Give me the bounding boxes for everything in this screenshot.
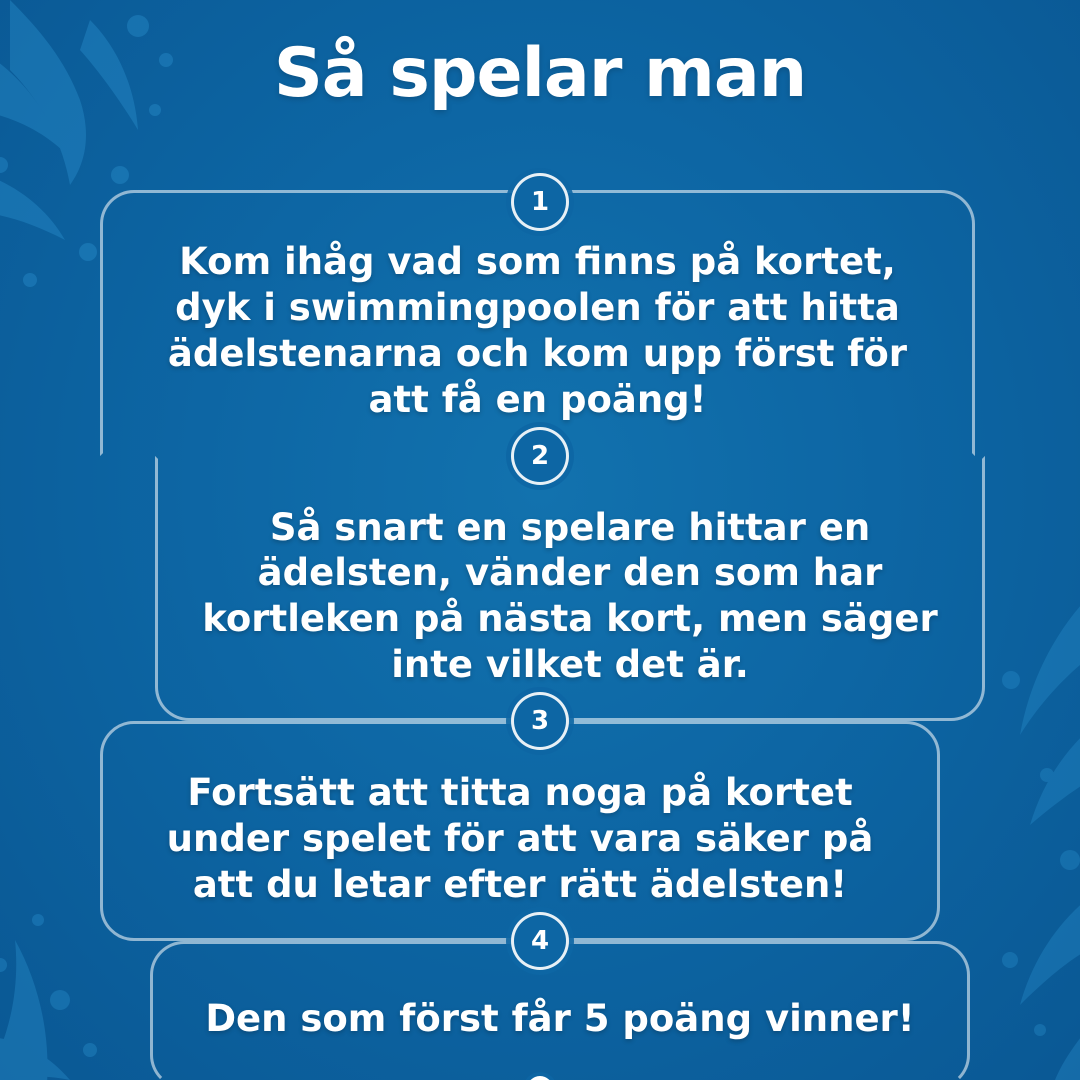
step-number-badge: 1 xyxy=(511,173,569,231)
step-text: Kom ihåg vad som finns på kortet, dyk i swimmingpoolen för att hitta ädelstenarna och kom upp först för att få en poäng! xyxy=(167,240,908,421)
step-text: Fortsätt att titta noga på kortet under spelet för att vara säker på att du letar efter rätt ädelsten! xyxy=(166,771,874,906)
step-number-badge: 3 xyxy=(511,692,569,750)
step-text: Så snart en spelare hittar en ädelsten, vänder den som har kortleken på nästa kort, men säger inte vilket det är. xyxy=(202,505,938,687)
list-item xyxy=(0,187,1080,456)
step-number-badge: 2 xyxy=(511,427,569,485)
page-title: Så spelar man xyxy=(273,34,807,113)
step-text: Den som först får 5 poäng vinner! xyxy=(205,996,915,1040)
list-item xyxy=(0,706,1080,941)
step-number-badge: 4 xyxy=(511,912,569,970)
list-item xyxy=(0,440,1080,722)
steps-list xyxy=(0,187,1080,1080)
list-item xyxy=(0,925,1080,1080)
